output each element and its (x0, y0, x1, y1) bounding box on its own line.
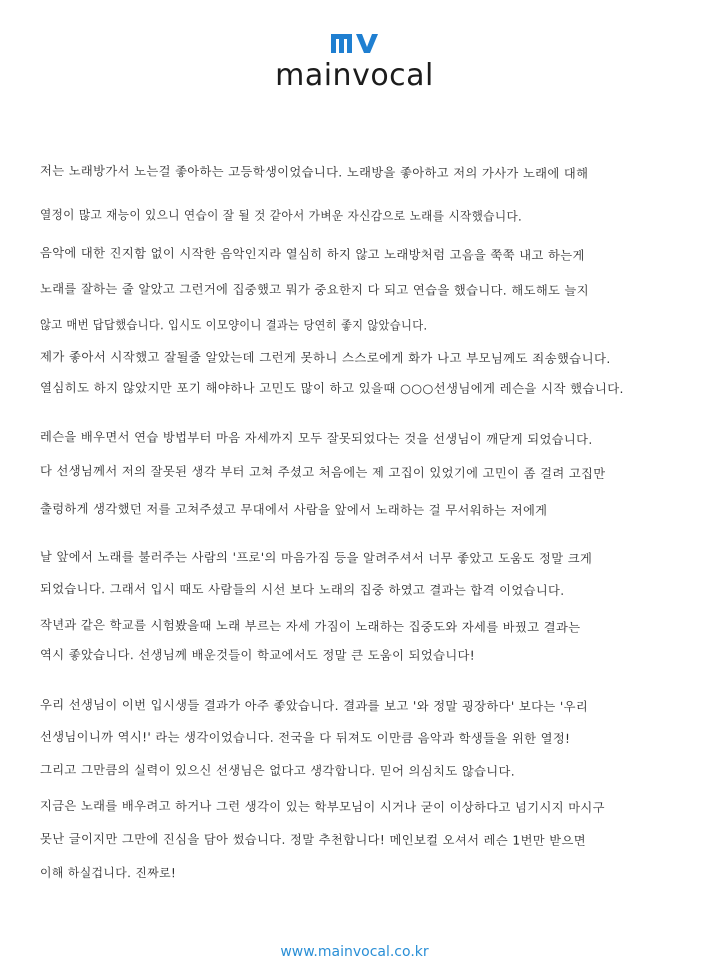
website-url-link[interactable]: www.mainvocal.co.kr (280, 944, 429, 960)
letter-line: 역시 좋았습니다. 선생님께 배운것들이 학교에서도 정말 큰 도움이 되었습니다! (39, 647, 476, 663)
letter-line: 못난 글이지만 그만에 진심을 담아 썼습니다. 정말 추천합니다! 메인보컬 오셔서 레슨 1번만 받으면 (39, 831, 587, 848)
letter-line: 열정이 많고 재능이 있으니 연습이 잘 될 것 같아서 가벼운 자신감으로 노래를 시작했습니다. (39, 207, 523, 224)
letter-line: 우리 선생님이 이번 입시생들 결과가 아주 좋았습니다. 결과를 보고 '와 정말 굉장하다' 보다는 '우리 (39, 697, 589, 714)
brand-header (0, 30, 709, 93)
letter-line: 날 앞에서 노래를 불러주는 사람의 '프로'의 마음가짐 등을 알려주셔서 너무 좋았고 도움도 정말 크게 (39, 549, 593, 566)
letter-line: 제가 좋아서 시작했고 잘될줄 알았는데 그런게 못하니 스스로에게 화가 나고 부모님께도 죄송했습니다. (39, 349, 611, 366)
letter-line: 그리고 그만큼의 실력이 있으신 선생님은 없다고 생각합니다. 믿어 의심치도 않습니다. (39, 762, 516, 779)
letter-line: 선생님이니까 역시!' 라는 생각이었습니다. 전국을 다 뒤져도 이만큼 음악과 학생들을 위한 열정! (39, 729, 571, 746)
letter-line: 레슨을 배우면서 연습 방법부터 마음 자세까지 모두 잘못되었다는 것을 선생님이 깨닫게 되었습니다. (39, 429, 593, 447)
letter-line: 되었습니다. 그래서 입시 때도 사람들의 시선 보다 노래의 집중 하였고 결과는 합격 이었습니다. (39, 581, 565, 598)
letter-line: 이해 하실겁니다. 진짜로! (39, 865, 177, 881)
letter-line: 음악에 대한 진지함 없이 시작한 음악인지라 열심히 하지 않고 노래방처럼 고음을 쭉쭉 내고 하는게 (39, 245, 585, 263)
letter-line: 노래를 잘하는 줄 알았고 그런거에 집중했고 뭐가 중요한지 다 되고 연습을 했습니다. 해도해도 늘지 (39, 281, 590, 298)
mainvocal-logo-icon (329, 30, 381, 56)
letter-line: 다 선생님께서 저의 잘못된 생각 부터 고쳐 주셨고 처음에는 제 고집이 있었기에 고민이 좀 걸려 고집만 (39, 463, 606, 481)
letter-line: 열심히도 하지 않았지만 포기 해야하나 고민도 많이 하고 있을때 ○○○선생님에게 레슨을 시작 했습니다. (39, 380, 624, 397)
letter-line: 저는 노래방가서 노는걸 좋아하는 고등학생이었습니다. 노래방을 좋아하고 저의 가사가 노래에 대해 (39, 163, 589, 181)
letter-line: 지금은 노래를 배우려고 하거나 그런 생각이 있는 학부모님이 시거나 굳이 이상하다고 넘기시지 마시구 (39, 798, 605, 815)
letter-line: 않고 매번 답답했습니다. 입시도 이모양이니 결과는 당연히 좋지 않았습니다. (39, 317, 428, 333)
handwritten-letter (40, 155, 690, 895)
letter-line: 작년과 같은 학교를 시험봤을때 노래 부르는 자세 가짐이 노래하는 집중도와 자세를 바꿨고 결과는 (39, 617, 581, 635)
letter-line: 출렁하게 생각했던 저를 고쳐주셨고 무대에서 사람을 앞에서 노래하는 걸 무서워하는 저에게 (39, 501, 548, 518)
brand-name: mainvocal (275, 58, 434, 93)
